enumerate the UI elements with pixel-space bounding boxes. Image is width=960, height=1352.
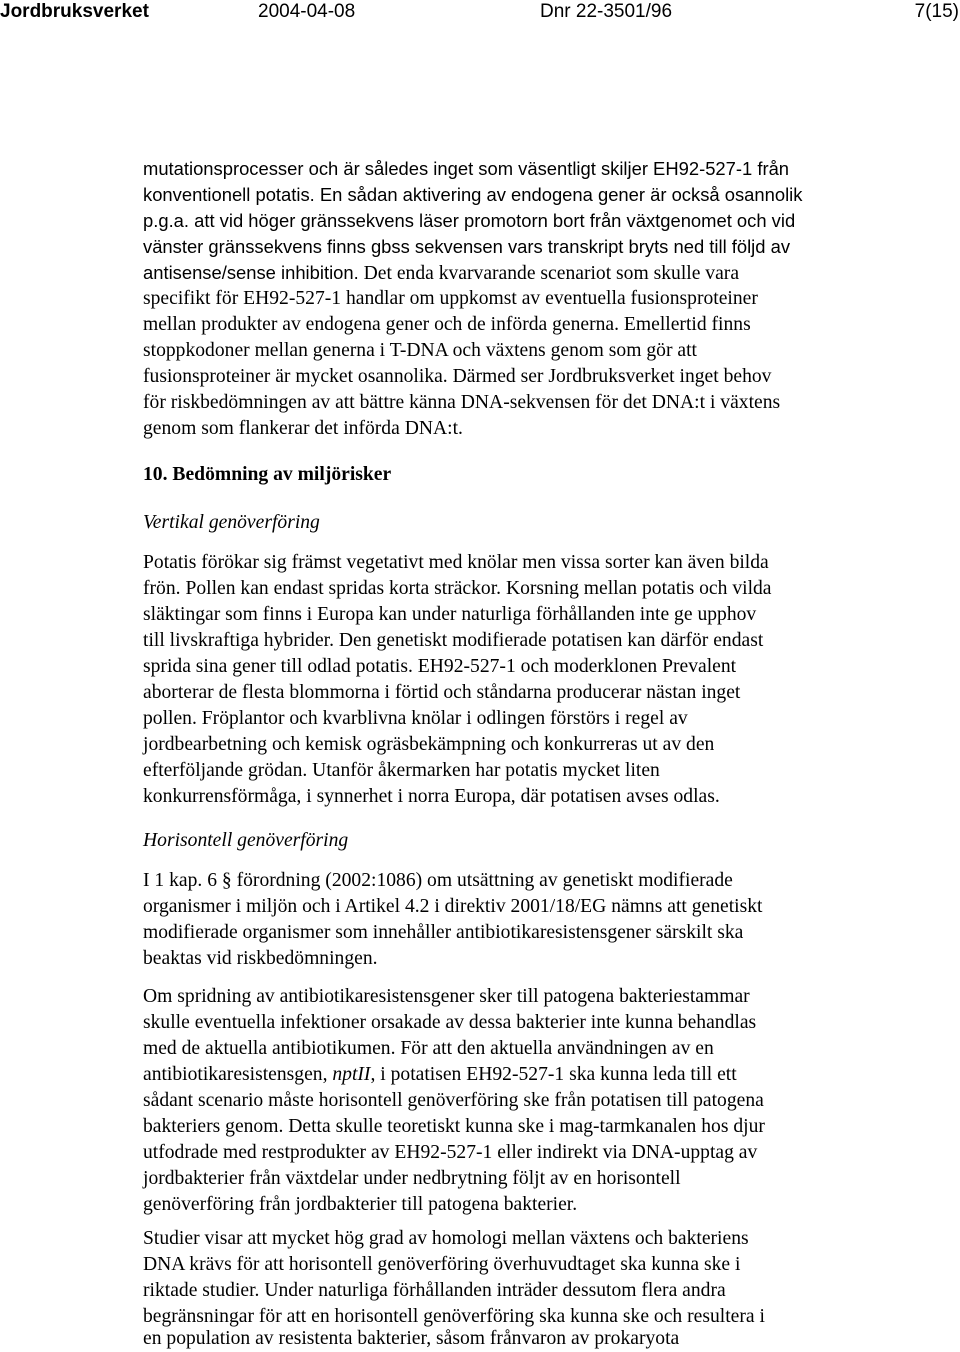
paragraph-line: jordbakterier från växtdelar under nedbrytning följt av en horisontell: [143, 1168, 681, 1189]
paragraph-line: bakteriers genom. Detta skulle teoretiskt kunna ske i mag-tarmkanalen hos djur: [143, 1116, 765, 1137]
paragraph-line: för riskbedömningen av att bättre känna DNA-sekvensen för det DNA:t i växtens: [143, 392, 781, 413]
paragraph-line: vänster gränssekvens finns gbss sekvensen vars transkript bryts ned till följd av: [143, 236, 791, 257]
paragraph-line: Om spridning av antibiotikaresistensgener sker till patogena bakteriestammar: [143, 986, 750, 1007]
header-page-number: 7(15): [914, 1, 959, 22]
paragraph-line: DNA krävs för att horisontell genöverföring överhuvudtaget ska kunna ske i: [143, 1254, 741, 1275]
paragraph-line: riktade studier. Under naturliga förhållanden inträder dessutom flera andra: [143, 1280, 726, 1301]
paragraph-line: I 1 kap. 6 § förordning (2002:1086) om utsättning av genetiskt modifierade: [143, 870, 733, 891]
paragraph-line: genom som flankerar det införda DNA:t.: [143, 418, 463, 439]
paragraph-line: sprida sina gener till odlad potatis. EH92-527-1 och moderklonen Prevalent: [143, 656, 737, 677]
paragraph-line: mutationsprocesser och är således inget som väsentligt skiljer EH92-527-1 från: [143, 158, 790, 179]
paragraph-line: jordbearbetning och kemisk ogräsbekämpning och konkurreras ut av den: [143, 734, 715, 755]
paragraph-line: med de aktuella antibiotikumen. För att den aktuella användningen av en: [143, 1038, 714, 1059]
paragraph-text-serif: Det enda kvarvarande scenariot som skulle vara: [358, 263, 740, 284]
paragraph-line: skulle eventuella infektioner orsakade av dessa bakterier inte kunna behandlas: [143, 1012, 757, 1033]
paragraph-line: en population av resistenta bakterier, såsom frånvaron av prokaryota: [143, 1328, 680, 1349]
paragraph-line: beaktas vid riskbedömningen.: [143, 948, 378, 969]
paragraph-line: modifierade organismer som innehåller antibiotikaresistensgener särskilt ska: [143, 922, 744, 943]
section-number: 10.: [143, 464, 168, 485]
subheading-vertical: Vertikal genöverföring: [143, 512, 320, 533]
paragraph-line: sådant scenario måste horisontell genöverföring ske från potatisen till patogena: [143, 1090, 764, 1111]
paragraph-text-sans: antisense/sense inhibition.: [143, 262, 359, 283]
paragraph-line: utfodrade med restprodukter av EH92-527-1 eller indirekt via DNA-upptag av: [143, 1142, 758, 1163]
paragraph-line: Potatis förökar sig främst vegetativt med knölar men vissa sorter kan även bilda: [143, 552, 769, 573]
subheading-horizontal: Horisontell genöverföring: [143, 830, 349, 851]
section-title: Bedömning av miljörisker: [172, 464, 392, 485]
paragraph-line: Studier visar att mycket hög grad av homologi mellan växtens och bakteriens: [143, 1228, 749, 1249]
paragraph-line: [143, 260, 739, 287]
paragraph-line: konventionell potatis. En sådan aktivering av endogena gener är också osannolik: [143, 184, 803, 205]
section-heading: [143, 464, 391, 486]
paragraph-line: p.g.a. att vid höger gränssekvens läser promotorn bort från växtgenomet och vid: [143, 210, 796, 231]
paragraph-text: , i potatisen EH92-527-1 ska kunna leda till ett: [370, 1064, 737, 1085]
header-reference-number: Dnr 22-3501/96: [540, 1, 673, 22]
header-date: 2004-04-08: [258, 1, 356, 22]
paragraph-line: släktingar som finns i Europa kan under naturliga förhållanden inte ge upphov: [143, 604, 757, 625]
paragraph-line: konkurrensförmåga, i synnerhet i norra Europa, där potatisen avses odlas.: [143, 786, 720, 807]
paragraph-line: specifikt för EH92-527-1 handlar om uppkomst av eventuella fusionsproteiner: [143, 288, 758, 309]
paragraph-line: [143, 1062, 737, 1088]
paragraph-text: antibiotikaresistensgen,: [143, 1064, 333, 1085]
paragraph-line: aborterar de flesta blommorna i förtid och ståndarna producerar nästan inget: [143, 682, 741, 703]
gene-name-italic: nptII: [332, 1064, 371, 1085]
paragraph-line: frön. Pollen kan endast spridas korta sträckor. Korsning mellan potatis och vilda: [143, 578, 772, 599]
paragraph-line: pollen. Fröplantor och kvarblivna knölar i odlingen förstörs i regel av: [143, 708, 688, 729]
paragraph-line: fusionsproteiner är mycket osannolika. Därmed ser Jordbruksverket inget behov: [143, 366, 772, 387]
paragraph-line: efterföljande grödan. Utanför åkermarken har potatis mycket liten: [143, 760, 660, 781]
paragraph-line: organismer i miljön och i Artikel 4.2 i direktiv 2001/18/EG nämns att genetiskt: [143, 896, 763, 917]
page-header: [0, 0, 960, 30]
header-organization: Jordbruksverket: [0, 1, 149, 22]
paragraph-line: till livskraftiga hybrider. Den genetiskt modifierade potatisen kan därför endast: [143, 630, 764, 651]
paragraph-line: begränsningar för att en horisontell genöverföring ska kunna ske och resultera i: [143, 1306, 765, 1327]
paragraph-line: mellan produkter av endogena gener och de införda generna. Emellertid finns: [143, 314, 751, 335]
paragraph-line: stoppkodoner mellan generna i T-DNA och växtens genom som gör att: [143, 340, 697, 361]
paragraph-line: genöverföring från jordbakterier till patogena bakterier.: [143, 1194, 578, 1215]
